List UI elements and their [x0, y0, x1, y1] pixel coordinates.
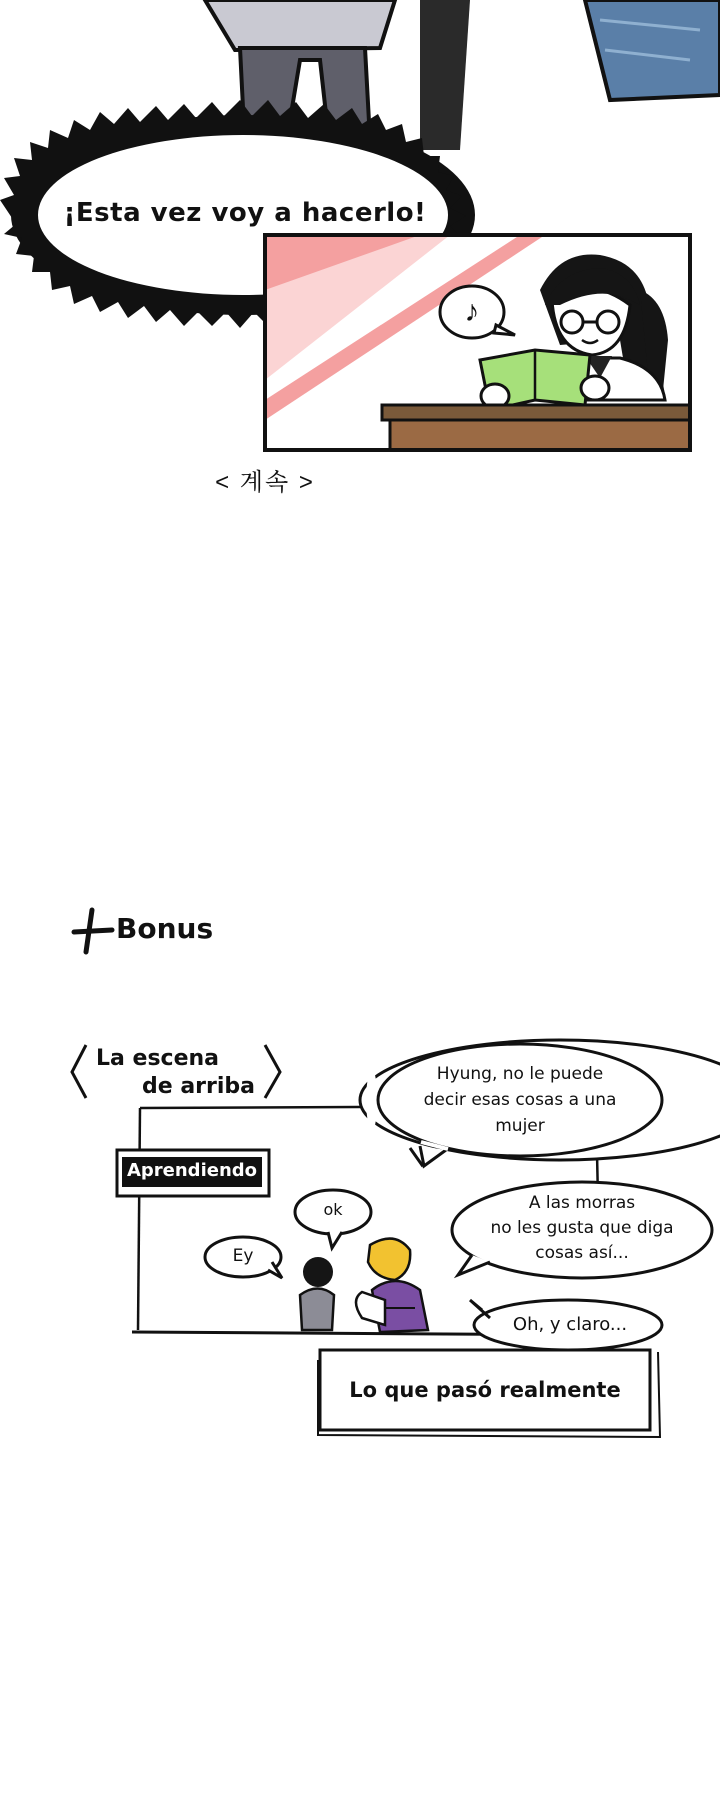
bubble-ey-text: Ey — [232, 1246, 254, 1266]
bubble-morras-line1: A las morras — [528, 1193, 636, 1213]
speech-text-main: ¡Esta vez voy a hacerlo! — [63, 198, 427, 228]
reality-caption-text: Lo que pasó realmente — [349, 1378, 621, 1402]
bubble-morras-line3: cosas así... — [535, 1243, 629, 1263]
bubble-ok-text: ok — [323, 1200, 343, 1219]
bubble-morras-line2: no les gusta que diga — [490, 1218, 674, 1238]
scene-label-line1: La escena — [96, 1046, 220, 1071]
continued-label: < 계속 > — [215, 469, 315, 496]
bubble-oh-text: Oh, y claro... — [512, 1314, 628, 1335]
scene-label-line2: de arriba — [142, 1074, 256, 1099]
bubble-hyung-line1: Hyung, no le puede — [436, 1064, 604, 1084]
bubble-hyung-line3: mujer — [495, 1116, 545, 1136]
music-note-icon: ♪ — [464, 295, 480, 328]
bubble-hyung-line2: decir esas cosas a una — [423, 1090, 617, 1110]
learning-caption-text: Aprendiendo — [126, 1160, 258, 1181]
bonus-title: Bonus — [116, 912, 214, 945]
